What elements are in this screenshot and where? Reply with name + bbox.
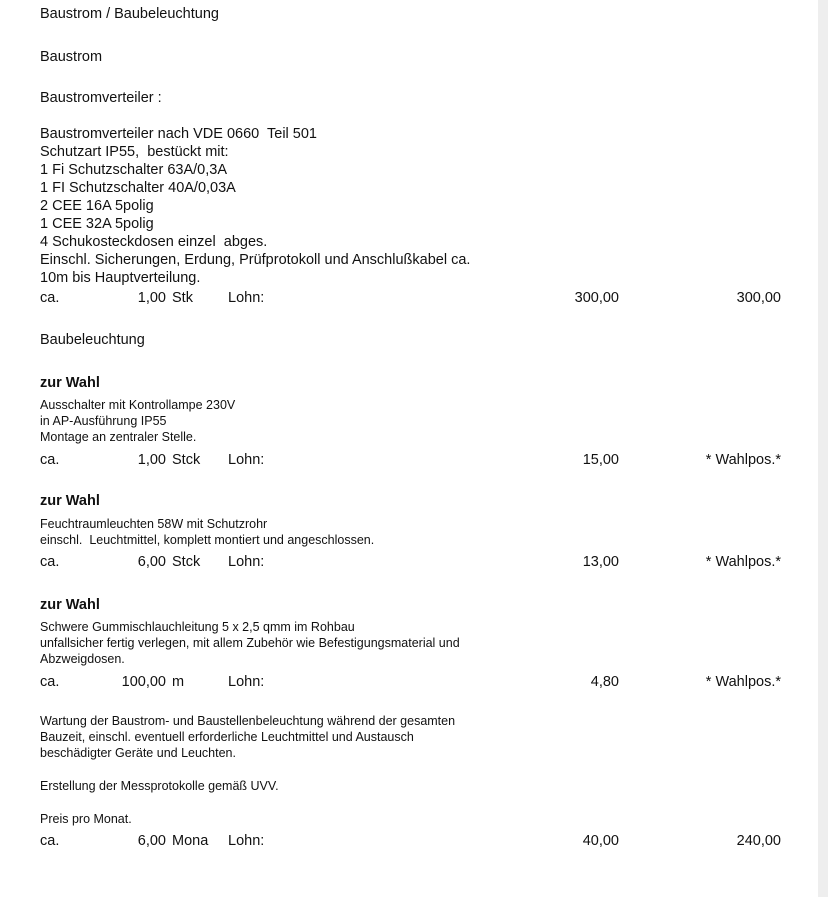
item1-unit: Stk — [172, 290, 193, 306]
item1-lohn: Lohn: — [228, 290, 265, 306]
item3-unit: Stck — [172, 554, 201, 570]
item5-quantity: 6,00 — [137, 833, 166, 849]
item1-description: Baustromverteiler nach VDE 0660 Teil 501 Schutzart IP55, bestückt mit: 1 Fi Schutzschalter 63A/0,3A 1 FI Schutzschalter 40A/0,03A 2 CEE 16A 5polig 1 CEE 32A 5polig 4 Schukosteckdosen einzel abges. Einschl. Sicherungen, Erdung, Prüfprotokoll und Anschlußkabel ca. 10m bis Hauptverteilung. — [40, 126, 471, 286]
page-edge — [818, 0, 828, 897]
item5-total: 240,00 — [736, 833, 781, 849]
item2-price-row — [0, 451, 818, 469]
item1-price-row — [0, 289, 818, 307]
item4-unit-price: 4,80 — [590, 674, 619, 690]
item4-unit: m — [172, 674, 185, 690]
item2-description: Ausschalter mit Kontrollampe 230V in AP-Ausführung IP55 Montage an zentraler Stelle. — [40, 398, 236, 444]
item3-total: * Wahlpos.* — [705, 554, 781, 570]
section-title: Baustrom / Baubeleuchtung — [40, 6, 219, 22]
item2-quantity: 1,00 — [137, 452, 166, 468]
item5-unit-price: 40,00 — [582, 833, 619, 849]
item4-price-row — [0, 673, 818, 691]
item5-note-protokoll: Erstellung der Messprotokolle gemäß UVV. — [40, 779, 279, 793]
item3-ca: ca. — [40, 554, 60, 570]
item1-unit-price: 300,00 — [574, 290, 619, 306]
item1-total: 300,00 — [736, 290, 781, 306]
item3-heading: zur Wahl — [40, 493, 100, 509]
item3-price-row — [0, 553, 818, 571]
item2-ca: ca. — [40, 452, 60, 468]
subsection-baubeleuchtung: Baubeleuchtung — [40, 332, 145, 348]
item4-quantity: 100,00 — [121, 674, 166, 690]
item4-heading: zur Wahl — [40, 597, 100, 613]
item4-ca: ca. — [40, 674, 60, 690]
item5-unit: Mona — [172, 833, 209, 849]
item4-description: Schwere Gummischlauchleitung 5 x 2,5 qmm im Rohbau unfallsicher fertig verlegen, mit allem Zubehör wie Befestigungsmaterial und Abzweigdosen. — [40, 620, 460, 666]
item3-unit-price: 13,00 — [582, 554, 619, 570]
item1-quantity: 1,00 — [137, 290, 166, 306]
item1-ca: ca. — [40, 290, 60, 306]
item2-unit-price: 15,00 — [582, 452, 619, 468]
item5-lohn: Lohn: — [228, 833, 265, 849]
item2-lohn: Lohn: — [228, 452, 265, 468]
item4-lohn: Lohn: — [228, 674, 265, 690]
item3-lohn: Lohn: — [228, 554, 265, 570]
item2-heading: zur Wahl — [40, 375, 100, 391]
item4-total: * Wahlpos.* — [705, 674, 781, 690]
item5-description: Wartung der Baustrom- und Baustellenbeleuchtung während der gesamten Bauzeit, einschl. eventuell erforderliche Leuchtmittel und Austausch beschädigter Geräte und Leuchten. — [40, 714, 456, 760]
item3-description: Feuchtraumleuchten 58W mit Schutzrohr einschl. Leuchtmittel, komplett montiert und angeschlossen. — [40, 517, 375, 547]
heading-baustromverteiler: Baustromverteiler : — [40, 90, 162, 106]
item2-total: * Wahlpos.* — [705, 452, 781, 468]
subsection-baustrom: Baustrom — [40, 49, 103, 65]
item3-quantity: 6,00 — [137, 554, 166, 570]
item2-unit: Stck — [172, 452, 201, 468]
item5-price-row — [0, 832, 818, 850]
item5-note-preis: Preis pro Monat. — [40, 812, 132, 826]
item5-ca: ca. — [40, 833, 60, 849]
